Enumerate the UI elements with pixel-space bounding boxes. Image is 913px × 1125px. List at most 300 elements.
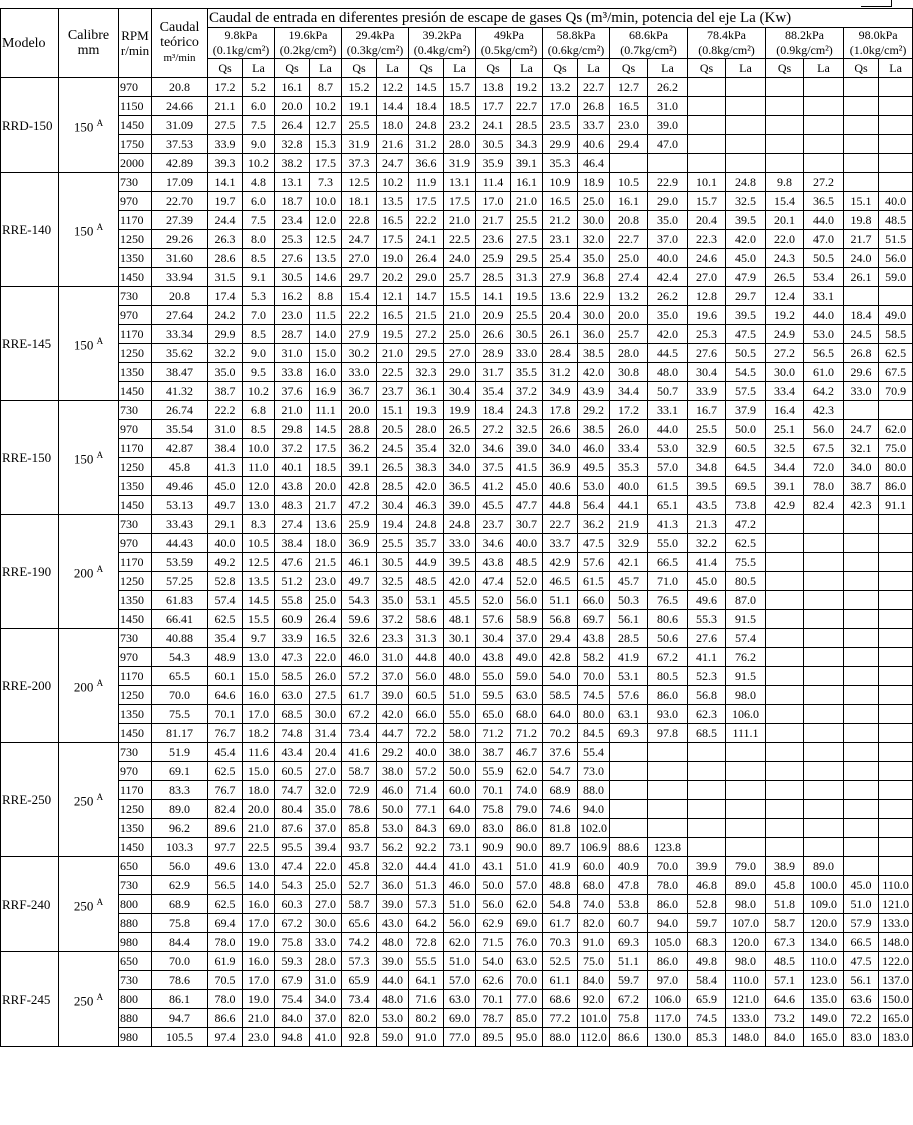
qs-value-cell: 11.9 — [409, 173, 444, 192]
la-value-cell: 62.0 — [879, 420, 913, 439]
qs-value-cell — [610, 781, 648, 800]
la-value-cell: 55.0 — [648, 534, 688, 553]
la-value-cell: 39.0 — [377, 895, 409, 914]
la-value-cell: 35.5 — [511, 363, 543, 382]
qs-value-cell: 57.6 — [476, 610, 511, 629]
qs-value-cell: 43.8 — [476, 553, 511, 572]
qs-value-cell: 51.0 — [844, 895, 879, 914]
qs-value-cell: 69.3 — [610, 933, 648, 952]
la-value-cell: 18.2 — [243, 724, 275, 743]
qs-value-cell: 45.0 — [688, 572, 726, 591]
qs-value-cell: 41.1 — [688, 648, 726, 667]
qs-value-cell: 36.1 — [409, 382, 444, 401]
la-value-cell: 36.5 — [444, 477, 476, 496]
la-value-cell: 38.0 — [377, 762, 409, 781]
la-value-cell: 17.0 — [243, 971, 275, 990]
rpm-cell: 1250 — [119, 572, 152, 591]
qs-value-cell: 43.4 — [275, 743, 310, 762]
qs-value-cell: 23.6 — [476, 230, 511, 249]
qs-value-cell — [844, 154, 879, 173]
qs-value-cell: 33.8 — [275, 363, 310, 382]
la-value-cell: 12.7 — [310, 116, 342, 135]
qs-value-cell: 75.8 — [275, 933, 310, 952]
la-value-cell: 42.0 — [648, 325, 688, 344]
qs-value-cell: 12.7 — [610, 78, 648, 97]
la-value-cell: 47.0 — [648, 135, 688, 154]
qs-header: Qs — [844, 59, 879, 78]
qs-value-cell: 66.0 — [409, 705, 444, 724]
la-value-cell: 11.1 — [310, 401, 342, 420]
qs-value-cell: 30.4 — [688, 363, 726, 382]
qs-value-cell: 55.3 — [688, 610, 726, 629]
qs-value-cell: 26.4 — [275, 116, 310, 135]
la-value-cell: 69.7 — [578, 610, 610, 629]
qs-value-cell: 25.3 — [688, 325, 726, 344]
qs-value-cell: 62.3 — [688, 705, 726, 724]
la-value-cell: 40.0 — [511, 534, 543, 553]
la-value-cell: 56.0 — [879, 249, 913, 268]
la-value-cell — [804, 116, 844, 135]
la-value-cell — [879, 78, 913, 97]
model-cell: RRF-240 — [1, 857, 59, 952]
la-value-cell: 100.0 — [804, 876, 844, 895]
qs-value-cell: 35.4 — [208, 629, 243, 648]
qs-value-cell: 49.6 — [208, 857, 243, 876]
la-value-cell: 14.5 — [243, 591, 275, 610]
la-value-cell: 120.0 — [804, 914, 844, 933]
qs-value-cell: 56.8 — [543, 610, 578, 629]
qs-value-cell: 23.5 — [543, 116, 578, 135]
qs-value-cell: 31.2 — [543, 363, 578, 382]
la-value-cell: 13.0 — [243, 857, 275, 876]
la-value-cell: 59.0 — [879, 268, 913, 287]
la-value-cell: 79.0 — [726, 857, 766, 876]
qs-value-cell — [844, 287, 879, 306]
la-value-cell: 59.0 — [377, 1028, 409, 1047]
qs-value-cell: 46.8 — [688, 876, 726, 895]
caliber-value: 250 — [73, 993, 94, 1009]
qs-header: Qs — [610, 59, 648, 78]
la-value-cell: 85.0 — [511, 1009, 543, 1028]
qs-value-cell — [844, 838, 879, 857]
qs-value-cell: 39.5 — [688, 477, 726, 496]
qs-value-cell: 16.1 — [275, 78, 310, 97]
qs-value-cell — [766, 78, 804, 97]
rpm-cell: 1350 — [119, 477, 152, 496]
qs-value-cell: 20.0 — [610, 306, 648, 325]
flow-cell: 33.34 — [152, 325, 208, 344]
qs-value-cell: 68.5 — [688, 724, 726, 743]
qs-value-cell: 56.0 — [409, 667, 444, 686]
la-value-cell: 80.5 — [648, 667, 688, 686]
la-value-cell — [879, 534, 913, 553]
la-value-cell: 19.0 — [243, 933, 275, 952]
flow-cell: 29.26 — [152, 230, 208, 249]
qs-value-cell: 76.7 — [208, 781, 243, 800]
la-value-cell: 24.0 — [444, 249, 476, 268]
rpm-cell: 1170 — [119, 439, 152, 458]
la-value-cell: 86.0 — [648, 895, 688, 914]
la-value-cell: 53.0 — [377, 1009, 409, 1028]
la-header: La — [377, 59, 409, 78]
qs-value-cell: 37.5 — [476, 458, 511, 477]
la-value-cell: 71.0 — [648, 572, 688, 591]
qs-value-cell: 55.8 — [275, 591, 310, 610]
qs-value-cell: 48.9 — [208, 648, 243, 667]
qs-value-cell: 23.0 — [275, 306, 310, 325]
la-value-cell — [726, 819, 766, 838]
qs-value-cell: 54.0 — [543, 667, 578, 686]
caliber-value: 150 — [73, 119, 94, 135]
qs-value-cell: 59.7 — [610, 971, 648, 990]
la-value-cell: 57.6 — [578, 553, 610, 572]
rpm-cell: 2000 — [119, 154, 152, 173]
qs-value-cell: 19.6 — [688, 306, 726, 325]
la-value-cell: 91.1 — [879, 496, 913, 515]
qs-value-cell: 22.0 — [766, 230, 804, 249]
qs-value-cell: 56.8 — [688, 686, 726, 705]
la-value-cell: 69.5 — [726, 477, 766, 496]
pressure-header — [275, 28, 342, 59]
la-value-cell: 38.0 — [444, 743, 476, 762]
la-value-cell: 13.5 — [310, 249, 342, 268]
qs-value-cell: 29.9 — [543, 135, 578, 154]
la-value-cell: 69.0 — [511, 914, 543, 933]
pressure-header — [476, 28, 543, 59]
la-value-cell: 48.5 — [511, 553, 543, 572]
la-value-cell: 40.0 — [648, 249, 688, 268]
qs-value-cell: 33.9 — [688, 382, 726, 401]
qs-value-cell: 41.6 — [342, 743, 377, 762]
corner-mark — [861, 0, 892, 7]
la-value-cell: 110.0 — [879, 876, 913, 895]
qs-value-cell: 72.9 — [342, 781, 377, 800]
qs-value-cell: 24.3 — [766, 249, 804, 268]
la-value-cell: 30.5 — [377, 553, 409, 572]
qs-value-cell: 59.3 — [275, 952, 310, 971]
la-value-cell: 12.5 — [310, 230, 342, 249]
la-value-cell: 34.0 — [444, 458, 476, 477]
la-value-cell: 135.0 — [804, 990, 844, 1009]
la-value-cell — [879, 553, 913, 572]
rpm-cell: 1350 — [119, 249, 152, 268]
table-row — [1, 876, 913, 895]
table-row — [1, 895, 913, 914]
flow-cell: 26.74 — [152, 401, 208, 420]
qs-value-cell: 54.3 — [275, 876, 310, 895]
qs-value-cell: 55.9 — [476, 762, 511, 781]
qs-value-cell: 74.7 — [275, 781, 310, 800]
qs-value-cell: 14.1 — [208, 173, 243, 192]
qs-header: Qs — [342, 59, 377, 78]
qs-value-cell — [766, 515, 804, 534]
la-value-cell — [804, 648, 844, 667]
qs-value-cell: 54.8 — [543, 895, 578, 914]
qs-value-cell: 70.1 — [476, 990, 511, 1009]
la-value-cell: 45.5 — [444, 591, 476, 610]
qs-value-cell — [844, 705, 879, 724]
pressure-header — [688, 28, 766, 59]
qs-value-cell: 29.6 — [844, 363, 879, 382]
la-value-cell: 15.0 — [243, 762, 275, 781]
la-value-cell: 89.0 — [804, 857, 844, 876]
caliber-cell — [59, 515, 119, 629]
la-value-cell: 75.0 — [578, 952, 610, 971]
qs-value-cell: 72.2 — [409, 724, 444, 743]
qs-value-cell: 48.5 — [766, 952, 804, 971]
la-value-cell: 56.5 — [804, 344, 844, 363]
qs-value-cell: 17.0 — [476, 192, 511, 211]
qs-value-cell: 91.0 — [409, 1028, 444, 1047]
qs-value-cell: 34.0 — [844, 458, 879, 477]
qs-value-cell: 47.5 — [844, 952, 879, 971]
qs-value-cell — [766, 667, 804, 686]
table-row — [1, 306, 913, 325]
rpm-cell: 1450 — [119, 116, 152, 135]
pressure-kpa: 68.6kPa — [629, 28, 668, 42]
table-row — [1, 515, 913, 534]
la-value-cell: 62.5 — [879, 344, 913, 363]
qs-value-cell: 51.3 — [409, 876, 444, 895]
qs-value-cell: 72.2 — [844, 1009, 879, 1028]
qs-value-cell: 52.8 — [208, 572, 243, 591]
caliber-value: 150 — [73, 337, 94, 353]
qs-value-cell: 65.0 — [476, 705, 511, 724]
qs-value-cell: 12.4 — [766, 287, 804, 306]
la-value-cell: 43.8 — [578, 629, 610, 648]
qs-value-cell: 9.8 — [766, 173, 804, 192]
qs-value-cell — [844, 135, 879, 154]
qs-value-cell: 33.0 — [844, 382, 879, 401]
qs-value-cell: 40.0 — [610, 477, 648, 496]
la-value-cell: 77.0 — [511, 990, 543, 1009]
la-value-cell: 183.0 — [879, 1028, 913, 1047]
la-value-cell: 47.5 — [726, 325, 766, 344]
qs-value-cell: 68.3 — [688, 933, 726, 952]
qs-value-cell: 97.7 — [208, 838, 243, 857]
la-value-cell: 19.2 — [511, 78, 543, 97]
header-row-title — [1, 9, 913, 28]
qs-value-cell: 34.4 — [766, 458, 804, 477]
qs-value-cell: 75.8 — [476, 800, 511, 819]
la-value-cell: 98.0 — [726, 895, 766, 914]
la-value-cell: 22.9 — [648, 173, 688, 192]
la-value-cell: 22.5 — [444, 230, 476, 249]
table-row — [1, 477, 913, 496]
pressure-kpa: 39.2kPa — [422, 28, 462, 42]
table-row — [1, 420, 913, 439]
table-row — [1, 990, 913, 1009]
la-value-cell: 21.0 — [444, 211, 476, 230]
la-value-cell: 26.5 — [444, 420, 476, 439]
qs-value-cell: 21.0 — [275, 401, 310, 420]
qs-value-cell: 43.8 — [275, 477, 310, 496]
qs-value-cell: 52.7 — [342, 876, 377, 895]
pressure-header — [543, 28, 610, 59]
la-value-cell: 20.2 — [377, 268, 409, 287]
rpm-cell: 730 — [119, 971, 152, 990]
la-value-cell: 69.0 — [444, 1009, 476, 1028]
la-value-cell: 60.5 — [726, 439, 766, 458]
qs-value-cell: 53.1 — [409, 591, 444, 610]
qs-value-cell: 62.5 — [208, 762, 243, 781]
rpm-cell: 1170 — [119, 667, 152, 686]
la-value-cell: 42.3 — [804, 401, 844, 420]
qs-value-cell: 27.9 — [543, 268, 578, 287]
qs-value-cell — [766, 534, 804, 553]
header-model-label: Modelo — [2, 35, 46, 51]
caliber-value: 200 — [73, 679, 94, 695]
la-value-cell: 46.0 — [578, 439, 610, 458]
la-value-cell: 8.7 — [310, 78, 342, 97]
qs-value-cell: 46.5 — [543, 572, 578, 591]
la-value-cell: 18.9 — [578, 173, 610, 192]
caliber-suffix: A — [96, 792, 104, 803]
qs-value-cell: 20.0 — [342, 401, 377, 420]
qs-value-cell: 13.2 — [543, 78, 578, 97]
la-value-cell: 53.4 — [804, 268, 844, 287]
la-value-cell — [804, 724, 844, 743]
qs-value-cell: 24.4 — [208, 211, 243, 230]
la-value-cell — [804, 591, 844, 610]
qs-value-cell: 33.9 — [275, 629, 310, 648]
la-value-cell: 32.5 — [377, 572, 409, 591]
caliber-value: 150 — [73, 451, 94, 467]
qs-value-cell: 24.8 — [409, 515, 444, 534]
qs-value-cell: 23.0 — [610, 116, 648, 135]
qs-value-cell: 28.5 — [610, 629, 648, 648]
la-value-cell: 79.0 — [511, 800, 543, 819]
la-value-cell: 19.0 — [243, 990, 275, 1009]
qs-value-cell: 51.1 — [543, 591, 578, 610]
qs-value-cell: 37.2 — [275, 439, 310, 458]
qs-value-cell: 37.3 — [342, 154, 377, 173]
qs-value-cell: 82.0 — [342, 1009, 377, 1028]
qs-value-cell: 22.8 — [342, 211, 377, 230]
la-value-cell: 41.5 — [511, 458, 543, 477]
la-value-cell: 70.0 — [648, 857, 688, 876]
rpm-cell: 1250 — [119, 686, 152, 705]
qs-value-cell: 41.9 — [610, 648, 648, 667]
caliber-cell — [59, 401, 119, 515]
qs-value-cell: 49.6 — [688, 591, 726, 610]
la-value-cell — [648, 819, 688, 838]
la-value-cell: 48.0 — [377, 990, 409, 1009]
qs-value-cell: 12.8 — [688, 287, 726, 306]
la-value-cell: 26.5 — [377, 458, 409, 477]
rpm-cell: 730 — [119, 173, 152, 192]
la-value-cell — [879, 667, 913, 686]
la-value-cell: 75.5 — [726, 553, 766, 572]
pressure-kpa: 98.0kPa — [858, 28, 898, 42]
qs-value-cell: 24.7 — [342, 230, 377, 249]
qs-value-cell: 61.7 — [342, 686, 377, 705]
qs-value-cell: 45.0 — [208, 477, 243, 496]
qs-value-cell: 26.3 — [208, 230, 243, 249]
la-value-cell: 28.0 — [310, 952, 342, 971]
flow-cell: 45.8 — [152, 458, 208, 477]
qs-value-cell: 95.5 — [275, 838, 310, 857]
la-value-cell: 48.1 — [444, 610, 476, 629]
la-value-cell: 31.9 — [444, 154, 476, 173]
qs-value-cell: 32.2 — [208, 344, 243, 363]
qs-value-cell: 93.7 — [342, 838, 377, 857]
la-header: La — [578, 59, 610, 78]
la-value-cell: 50.5 — [726, 344, 766, 363]
la-value-cell: 16.5 — [377, 306, 409, 325]
rpm-cell: 730 — [119, 876, 152, 895]
rpm-cell: 1350 — [119, 591, 152, 610]
la-value-cell — [648, 781, 688, 800]
qs-value-cell: 38.9 — [766, 857, 804, 876]
qs-value-cell: 52.8 — [688, 895, 726, 914]
qs-value-cell: 36.2 — [342, 439, 377, 458]
la-value-cell: 78.0 — [804, 477, 844, 496]
model-cell: RRE-145 — [1, 287, 59, 401]
la-value-cell: 17.5 — [444, 192, 476, 211]
la-value-cell: 9.5 — [243, 363, 275, 382]
qs-value-cell: 25.5 — [688, 420, 726, 439]
header-caliber-label: Calibre — [67, 28, 110, 43]
qs-value-cell: 27.4 — [275, 515, 310, 534]
la-value-cell: 51.0 — [444, 895, 476, 914]
qs-value-cell: 18.7 — [275, 192, 310, 211]
qs-value-cell: 12.5 — [342, 173, 377, 192]
qs-value-cell: 73.4 — [342, 724, 377, 743]
flow-cell: 42.87 — [152, 439, 208, 458]
la-value-cell: 19.5 — [511, 287, 543, 306]
la-value-cell: 37.9 — [726, 401, 766, 420]
qs-value-cell: 51.8 — [766, 895, 804, 914]
la-header: La — [310, 59, 342, 78]
la-value-cell: 31.4 — [310, 724, 342, 743]
qs-value-cell: 21.7 — [476, 211, 511, 230]
qs-value-cell: 20.0 — [275, 97, 310, 116]
la-value-cell: 44.0 — [804, 211, 844, 230]
qs-value-cell: 84.0 — [275, 1009, 310, 1028]
la-value-cell: 62.0 — [511, 895, 543, 914]
qs-value-cell: 34.8 — [688, 458, 726, 477]
qs-value-cell: 21.5 — [409, 306, 444, 325]
qs-value-cell: 36.6 — [409, 154, 444, 173]
qs-value-cell: 29.4 — [610, 135, 648, 154]
qs-value-cell: 29.4 — [543, 629, 578, 648]
la-value-cell — [648, 762, 688, 781]
la-value-cell — [879, 591, 913, 610]
la-value-cell: 95.0 — [511, 1028, 543, 1047]
qs-value-cell: 23.1 — [543, 230, 578, 249]
qs-value-cell: 56.1 — [610, 610, 648, 629]
qs-value-cell — [844, 743, 879, 762]
qs-value-cell: 28.7 — [275, 325, 310, 344]
la-value-cell: 41.0 — [444, 857, 476, 876]
la-value-cell: 22.0 — [310, 648, 342, 667]
la-value-cell: 33.1 — [804, 287, 844, 306]
la-value-cell: 76.0 — [511, 933, 543, 952]
table-row — [1, 401, 913, 420]
la-value-cell: 43.9 — [578, 382, 610, 401]
la-value-cell: 24.7 — [377, 154, 409, 173]
qs-value-cell — [844, 515, 879, 534]
la-value-cell — [879, 287, 913, 306]
qs-value-cell — [844, 857, 879, 876]
qs-value-cell: 43.1 — [476, 857, 511, 876]
qs-value-cell: 25.4 — [543, 249, 578, 268]
qs-value-cell: 37.6 — [543, 743, 578, 762]
la-value-cell: 74.0 — [578, 895, 610, 914]
la-value-cell: 58.9 — [511, 610, 543, 629]
qs-value-cell: 76.7 — [208, 724, 243, 743]
